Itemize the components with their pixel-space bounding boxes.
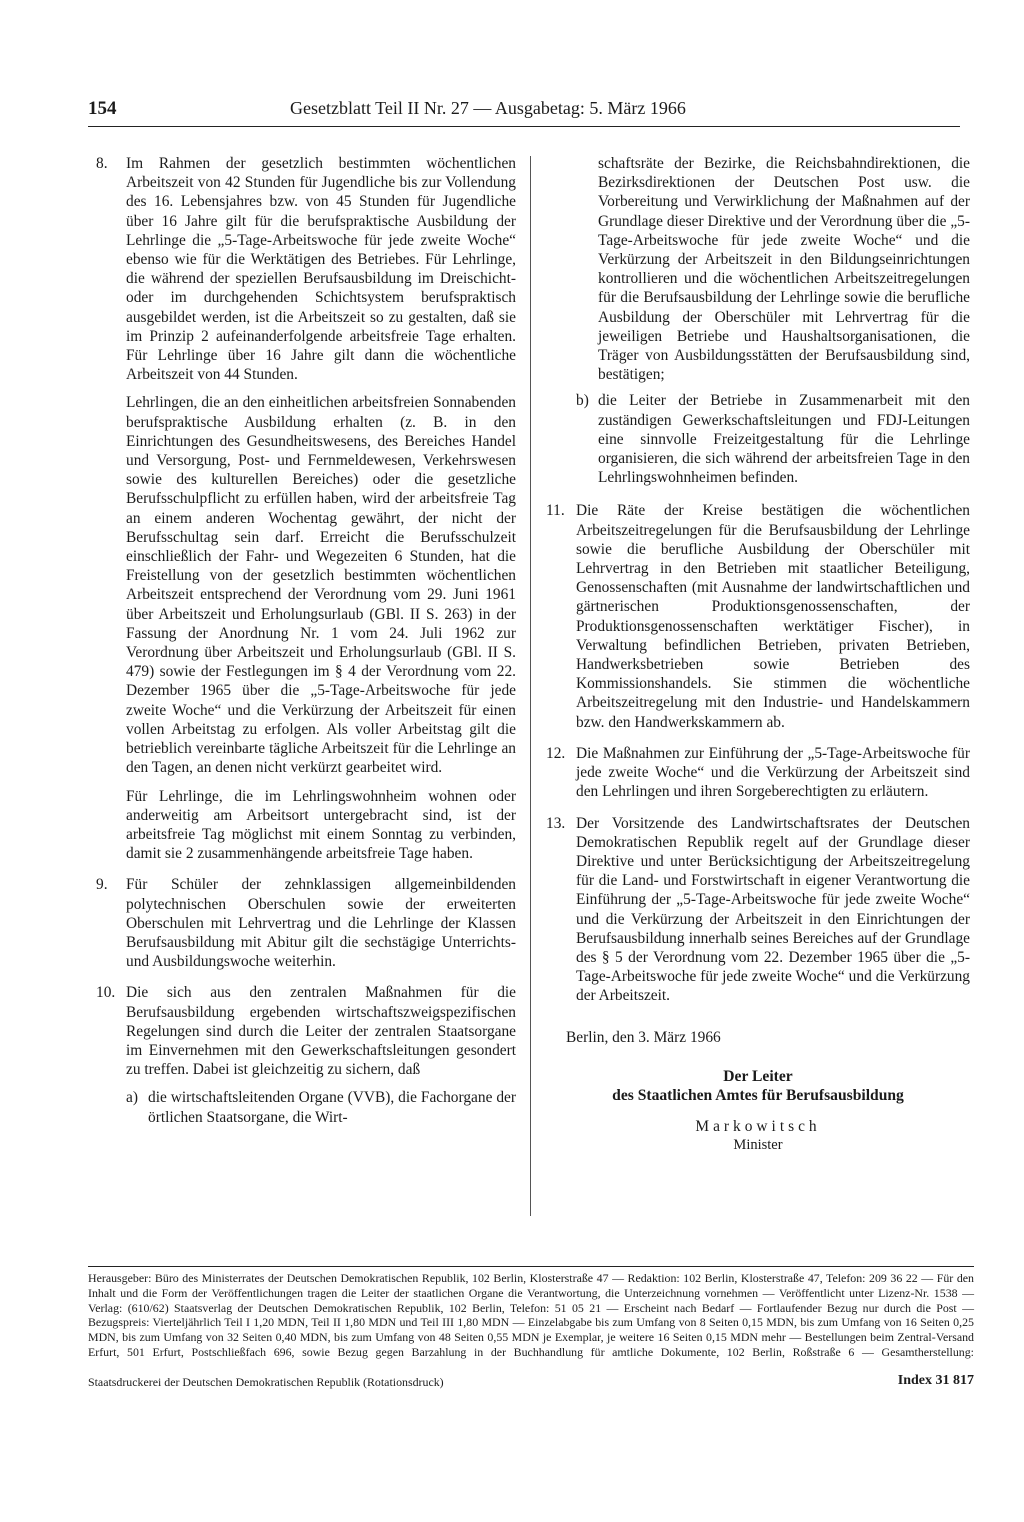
section-10-a-continuation: schaftsräte der Bezirke, die Reichsbahndirektionen, die Bezirksdirektionen der Deutschen Post usw. die Vorbereitung und Verwirklichung der Maßnahmen auf der Grundlage dieser Direktive und der Verordnung über die „5-Tage-Arbeitswoche für jede zweite Woche“ und die Verkürzung der Arbeitszeit in den Bildungseinrichtungen kontrollieren und die wöchentlichen Arbeitszeitregelungen für die Berufsausbildung der Lehrlinge sowie die berufliche Ausbildung der Oberschüler mit Lehrvertrag für die jeweiligen Betriebe und Haushaltsorganisationen, die Träger von Ausbildungsstätten der Berufsausbildung sind, bestätigen;: [598, 155, 970, 384]
section-10-b-label: b): [576, 392, 589, 410]
section-11-number: 11.: [546, 502, 565, 520]
footer-rule: [88, 1266, 974, 1267]
page-header: [88, 98, 960, 124]
left-column: [96, 154, 516, 1139]
section-10-b: [576, 391, 970, 487]
imprint-printer: Staatsdruckerei der Deutschen Demokratischen Republik (Rotationsdruck): [88, 1375, 444, 1389]
date-line: Berlin, den 3. März 1966: [566, 1028, 721, 1046]
section-13-number: 13.: [546, 814, 566, 832]
signatory-name: Markowitsch: [695, 1118, 821, 1136]
section-13-text: Der Vorsitzende des Landwirtschaftsrates der Deutschen Demokratischen Republik regelt auf der Grundlage dieser Direktive und unter Berücksichtigung der Arbeitszeitregelung für die Land- und Forstwirtschaft in eigener Verantwortung die Einführung der „5-Tage-Arbeitswoche für jede zweite Woche“ und die Verkürzung der Arbeitszeit in den Einrichtungen der Berufsausbildung innerhalb seines Bereiches auf der Grundlage des § 5 der Verordnung vom 22. Dezember 1965 über die „5-Tage-Arbeitswoche für jede zweite Woche“ und die Verkürzung der Arbeitszeit.: [576, 814, 970, 1005]
section-10-b-text: die Leiter der Betriebe in Zusammenarbeit mit den zuständigen Gewerkschaftsleitungen und FDJ-Leitungen eine sinnvolle Freizeitgestaltung für die Lehrlinge organisieren, die sich während der arbeitsfreien Tage in den Lehrlingswohnheimen befinden.: [598, 392, 970, 487]
imprint: Herausgeber: Büro des Ministerrates der Deutschen Demokratischen Republik, 102 Berlin, Klosterstraße 47 — Redaktion: 102 Berlin, Klosterstraße 47, Telefon: 209 36 22 — Für den Inhalt und die Form der Veröffentlichungen tragen die Leiter der staatlichen Organe die Verantwortung, die Unterzeichnung vornehmen — Veröffentlicht unter Lizenz-Nr. 1538 — Verlag: (610/62) Staatsverlag der Deutschen Demokratischen Republik, 102 Berlin, Telefon: 51 05 21 — Erscheint nach Bedarf — Fortlaufender Bezug nur durch die Post — Bezugspreis: Vierteljährlich Teil I 1,20 MDN, Teil II 1,80 MDN und Teil III 1,80 MDN — Einzelabgabe bis zum Umfang von 8 Seiten 0,15 MDN, bis zum Umfang von 16 Seiten 0,25 MDN, bis zum Umfang von 32 Seiten 0,40 MDN, bis zum Umfang von 48 Seiten 0,55 MDN je Exemplar, je weitere 16 Seiten 0,15 MDN mehr — Bestellungen beim Zentral-Versand Erfurt, 501 Erfurt, Postschließfach 696, sowie Bezug gegen Barzahlung in der Buchhandlung für amtliche Dokumente, 102 Berlin, Roßstraße 6 — Gesamtherstellung:: [88, 1271, 974, 1359]
section-10-number: 10.: [96, 984, 116, 1002]
section-9-text: Für Schüler der zehnklassigen allgemeinbildenden polytechnischen Oberschulen sowie der erweiterten Oberschulen mit Lehrvertrag und die Lehrlinge der Klassen Berufsausbildung mit Abitur gilt die sechstägige Unterrichts- und Ausbildungswoche weiterhin.: [126, 876, 516, 971]
right-column: [546, 154, 970, 1156]
running-title: Gesetzblatt Teil II Nr. 27 — Ausgabetag: 5. März 1966: [290, 98, 686, 118]
section-8-paragraph-2: Lehrlingen, die an den einheitlichen arbeitsfreien Sonnabenden berufspraktische Ausbildung erhalten (z. B. in den Einrichtungen des Gesundheitswesens, des Bereiches Handel und Versorgung, Post- und Fernmeldewesen, Verkehrswesen sowie des kulturellen Bereiches) oder die gesetzliche Berufsschulpflicht zu erfüllen haben, wird der arbeitsfreie Tag an einem anderen Wochentag gewährt, der nicht der Berufsschultag sein darf. Erreicht die Berufsschulzeit einschließlich der Fahr- und Wegezeiten 6 Stunden, hat die Freistellung von der gesetzlich bestimmten wöchentlichen Arbeitszeit entsprechend der Verordnung vom 29. Juni 1961 über Arbeitszeit und Erholungsurlaub (GBl. II S. 263) in der Fassung der Anordnung Nr. 1 vom 24. Juli 1962 zur Verordnung über Arbeitszeit und Erholungsurlaub (GBl. II S. 479) sowie der Festlegungen im § 4 der Verordnung vom 22. Dezember 1965 über die „5-Tage-Arbeitswoche für jede zweite Woche“ und die Verkürzung der Arbeitszeit für einen vollen Arbeitstag zu erfolgen. Als voller Arbeitstag gilt die betrieblich vereinbarte tägliche Arbeitszeit für die Lehrlinge an den Tagen, an denen nicht verkürzt gearbeitet wird.: [126, 394, 516, 777]
section-11-text: Die Räte der Kreise bestätigen die wöchentlichen Arbeitszeitregelungen für die Berufsausbildung der Lehrlinge sowie die berufliche Ausbildung der Oberschüler mit Lehrvertrag in den Betrieben mit staatlicher Beteiligung, Genossenschaften (mit Ausnahme der landwirtschaftlichen und gärtnerischen Produktionsgenossenschaften, der Produktionsgenossenschaften werktätiger Fischer), in Verwaltung befindlichen Betrieben, privaten Betrieben, Handwerksbetrieben sowie Betrieben des Kommissionshandels. Sie stimmen die wöchentliche Arbeitszeitregelung mit den Industrie- und Handelskammern bzw. den Handwerkskammern ab.: [576, 502, 970, 731]
section-13: [546, 814, 970, 1006]
section-10-a: [126, 1088, 516, 1126]
section-12: [546, 744, 970, 802]
header-rule: [88, 126, 960, 127]
section-8-paragraph-1: Im Rahmen der gesetzlich bestimmten wöchentlichen Arbeitszeit von 42 Stunden für Jugendliche bis zur Vollendung des 16. Lebensjahres bzw. von 45 Stunden für Jugendliche über 16 Jahre gilt für die berufspraktische Ausbildung der Lehrlinge die „5-Tage-Arbeitswoche für jede zweite Woche“ ebenso wie für die Werktätigen des Betriebes. Für Lehrlinge, die während der speziellen Berufsausbildung im Dreischicht- oder im durchgehenden Schichtsystem berufspraktisch ausgebildet werden, ist die Arbeitszeit so zu gestalten, daß sie im Prinzip 2 aufeinanderfolgende arbeitsfreie Tage erhalten. Für Lehrlinge über 16 Jahre gilt dann die wöchentliche Arbeitszeit von 44 Stunden.: [126, 155, 516, 384]
signature-block: [546, 1067, 970, 1156]
signatory-role: Minister: [733, 1137, 783, 1154]
section-10-a-label: a): [126, 1089, 138, 1107]
section-12-text: Die Maßnahmen zur Einführung der „5-Tage-Arbeitswoche für jede zweite Woche“ und die Verkürzung der Arbeitszeit sind den Lehrlingen und ihren Sorgeberechtigten zu erläutern.: [576, 744, 970, 801]
section-9: [96, 875, 516, 971]
page-number: 154: [88, 98, 117, 119]
column-divider: [530, 156, 531, 1216]
section-12-number: 12.: [546, 744, 566, 762]
section-11: [546, 501, 970, 731]
index-number: Index 31 817: [897, 1373, 974, 1388]
signature-title-1: Der Leiter: [723, 1067, 793, 1085]
section-8-paragraph-3: Für Lehrlinge, die im Lehrlingswohnheim wohnen oder anderweitig am Arbeitsort untergebracht sind, ist der arbeitsfreie Tag möglichst mit einem Sonntag zu verbinden, damit sie 2 zusammenhängende arbeitsfreie Tage haben.: [126, 787, 516, 863]
signature-title-2: des Staatlichen Amtes für Berufsausbildung: [612, 1086, 904, 1104]
section-10-a-text: die wirtschaftsleitenden Organe (VVB), die Fachorgane der örtlichen Staatsorgane, die Wirt-: [148, 1089, 516, 1126]
section-8: [96, 154, 516, 863]
section-10-text: Die sich aus den zentralen Maßnahmen für die Berufsausbildung ergebenden wirtschaftszweigspezifischen Regelungen sind durch die Leiter der zentralen Staatsorgane im Einvernehmen mit den Gewerkschaftsleitungen gesondert zu treffen. Dabei ist gleichzeitig zu sichern, daß: [126, 984, 516, 1079]
section-8-number: 8.: [96, 155, 108, 172]
section-10: [96, 983, 516, 1126]
section-9-number: 9.: [96, 876, 108, 894]
imprint-tail: [88, 1375, 974, 1391]
